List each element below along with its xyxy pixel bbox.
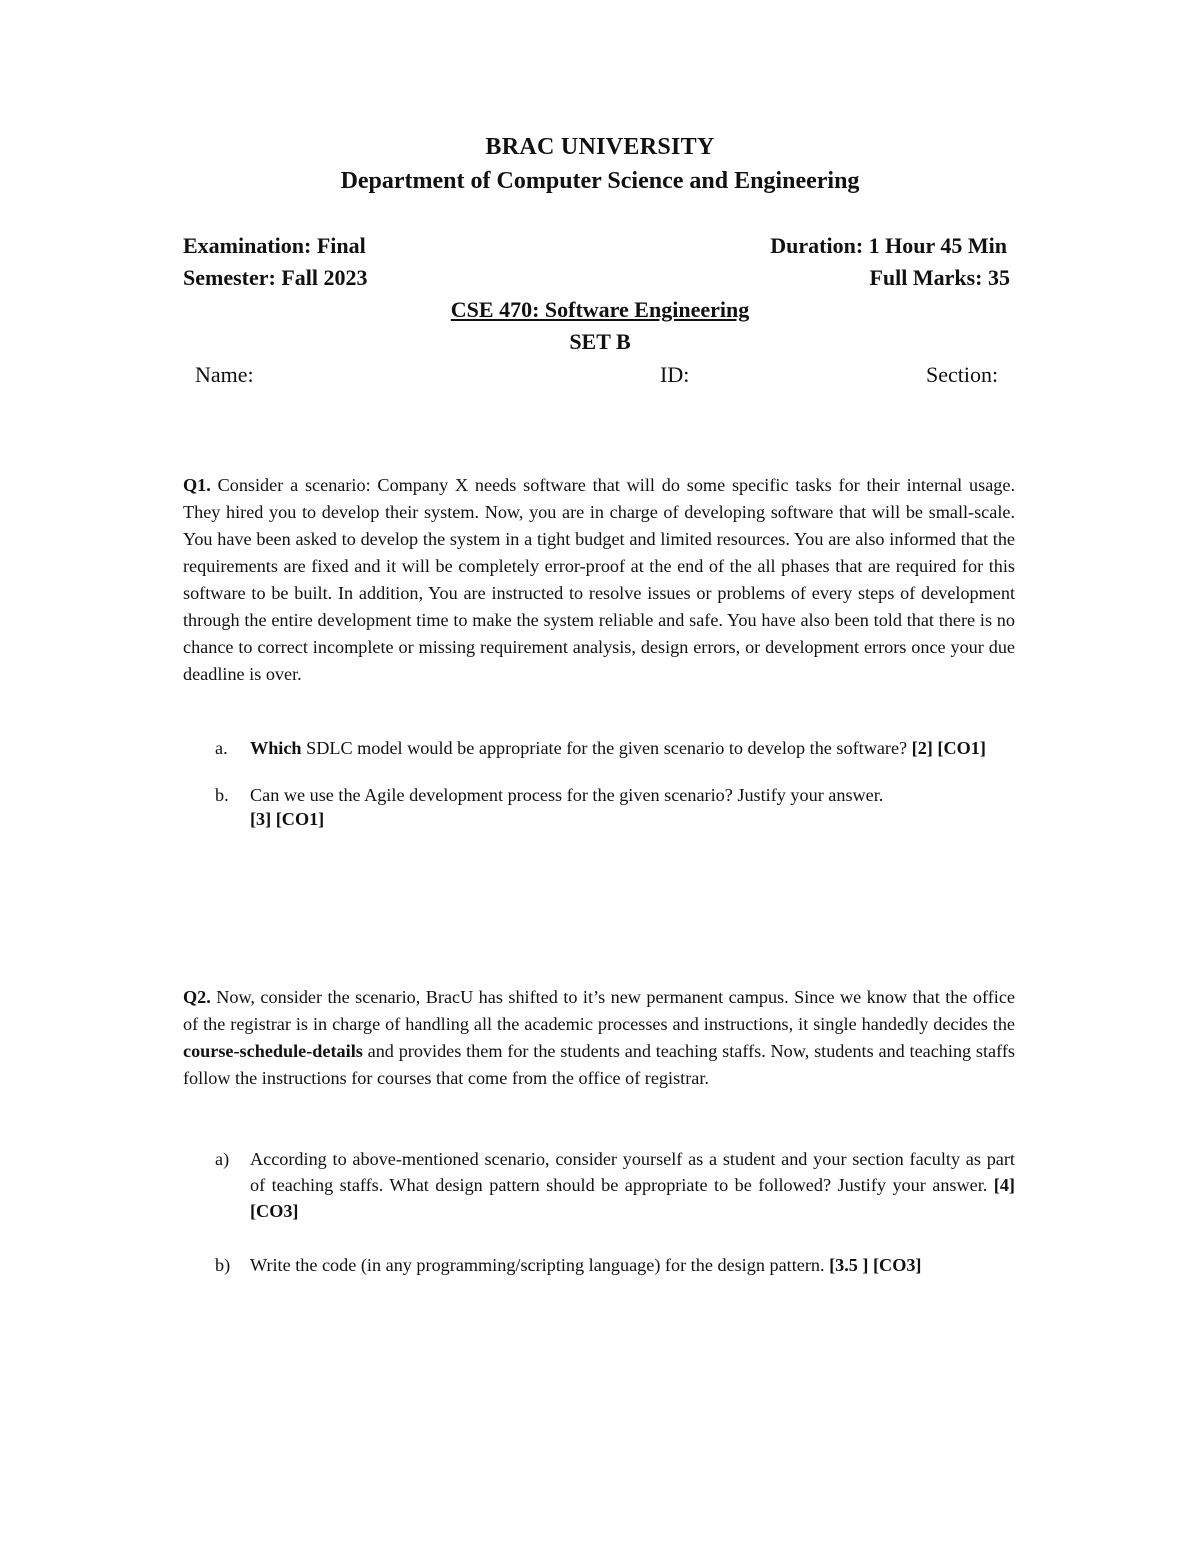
part-marks: [3] [CO1] — [250, 809, 325, 829]
question-1-part-b — [215, 783, 1015, 831]
course-title-text: CSE 470: Software Engineering — [450, 297, 750, 322]
full-marks: Full Marks: 35 — [869, 265, 1010, 290]
question-2-part-a — [215, 1146, 1015, 1224]
list-marker: b. — [215, 785, 229, 805]
question-1-label: Q1. — [183, 475, 211, 495]
question-2-label: Q2. — [183, 987, 211, 1007]
part-marks: [2] [CO1] — [907, 738, 986, 758]
part-marks: [4] [CO3] — [250, 1175, 1015, 1221]
examination-type: Examination: Final — [183, 233, 366, 258]
part-text: Write the code (in any programming/scripting language) for the design pattern. — [250, 1255, 825, 1275]
semester: Semester: Fall 2023 — [183, 265, 368, 290]
list-marker: a. — [215, 738, 228, 758]
question-1-text — [183, 472, 1015, 688]
list-marker: a) — [215, 1149, 230, 1169]
department-title: Department of Computer Science and Engineering — [340, 168, 860, 194]
course-title — [0, 297, 1200, 323]
duration: Duration: 1 Hour 45 Min — [770, 233, 1007, 258]
part-marks: [3.5 ] [CO3] — [824, 1255, 922, 1275]
name-field-label: Name: — [195, 362, 254, 387]
question-2-highlight: course-schedule-details — [183, 1041, 363, 1061]
question-2-body-end: and provides them for the students and teaching staffs. Now, students and teaching staffs follow the instructions for courses that come from the office of registrar. — [183, 1041, 1015, 1088]
part-lead-word: Which — [250, 738, 302, 758]
university-title: BRAC UNIVERSITY — [485, 134, 715, 160]
part-text: Can we use the Agile development process for the given scenario? Justify your answer. — [250, 785, 884, 805]
question-1-body: Consider a scenario: Company X needs software that will do some specific tasks for their internal usage. They hired you to develop their system. Now, you are in charge of developing software that will be small-scale. You have been asked to develop the system in a tight budget and limited resources. You are also informed that the requirements are fixed and it will be completely error-proof at the end of the all phases that are required for this software to be built. In addition, You are instructed to resolve issues or problems of every steps of development through the entire development time to make the system reliable and safe. You have also been told that there is no chance to correct incomplete or missing requirement analysis, design errors, or development errors once your due deadline is over. — [183, 475, 1015, 684]
question-2-part-b — [215, 1253, 1015, 1277]
question-2-text — [183, 984, 1015, 1092]
list-marker: b) — [215, 1255, 231, 1275]
part-text: According to above-mentioned scenario, consider yourself as a student and your section faculty as part of teaching staffs. What design pattern should be appropriate to be followed? Justify your answer. — [250, 1149, 1015, 1195]
id-field-label: ID: — [660, 362, 690, 387]
set-label: SET B — [569, 329, 631, 354]
section-field-label: Section: — [926, 362, 999, 387]
part-text: SDLC model would be appropriate for the given scenario to develop the software? — [301, 738, 908, 758]
question-2-body-start: Now, consider the scenario, BracU has shifted to it’s new permanent campus. Since we know that the office of the registrar is in charge of handling all the academic processes and instructions, it single handedly decides the — [183, 987, 1015, 1034]
question-1-part-a — [215, 736, 1015, 760]
